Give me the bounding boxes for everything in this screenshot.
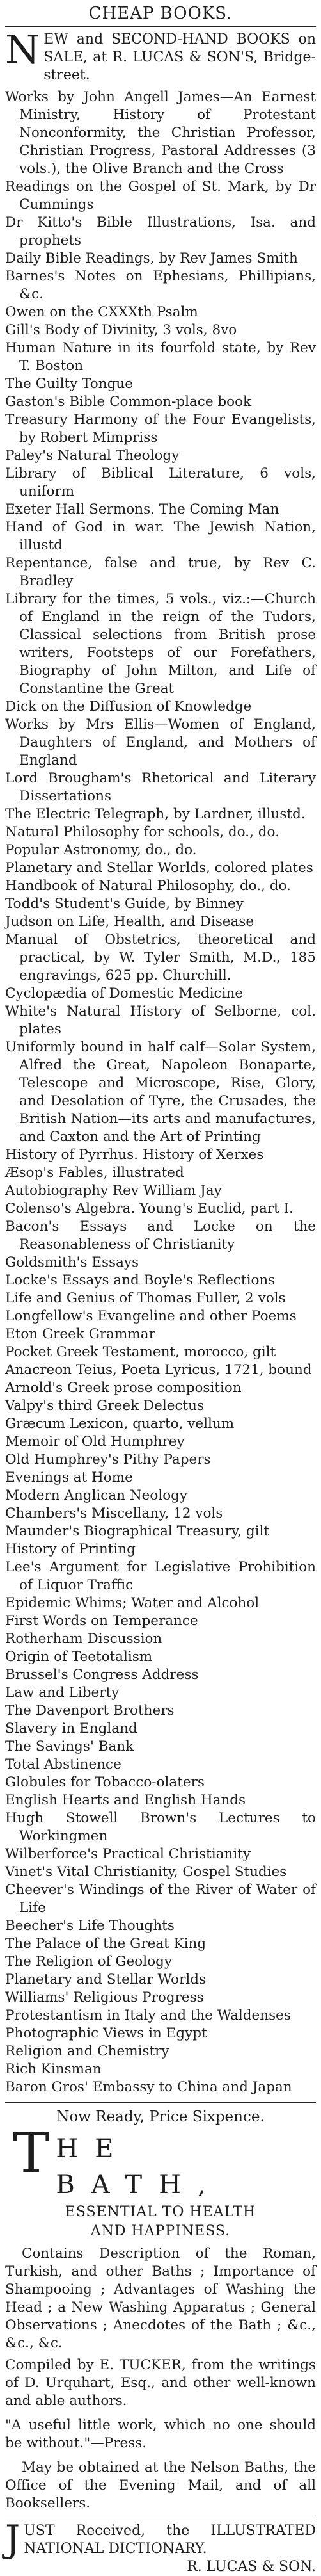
book-list-item: Anacreon Teius, Poeta Lyricus, 1721, bound bbox=[5, 1362, 312, 1378]
book-list-item: Planetary and Stellar Worlds, colored plates bbox=[5, 860, 313, 876]
book-list-item: Beecher's Life Thoughts bbox=[5, 1918, 175, 1934]
book-list-item: Rich Kinsman bbox=[5, 2061, 102, 2077]
book-list-item: Cheever's Windings of the River of Water of Life bbox=[5, 1882, 316, 1916]
book-list-item: Daily Bible Readings, by Rev James Smith bbox=[5, 250, 298, 266]
book-list-item: Evenings at Home bbox=[5, 1470, 133, 1486]
book-list-item: Works by Mrs Ellis—Women of England, Daughters of England, and Mothers of England bbox=[5, 717, 316, 768]
book-list-item: Handbook of Natural Philosophy, do., do. bbox=[5, 878, 291, 894]
price-notice: Now Ready, Price Sixpence. bbox=[56, 2109, 265, 2125]
book-list-item: White's Natural History of Selborne, col. plates bbox=[5, 1003, 316, 1037]
bath-review-quote: "A useful little work, which no one should be without."—Press. bbox=[5, 2417, 316, 2451]
footer-signature: R. LUCAS & SON. bbox=[187, 2559, 316, 2575]
book-list bbox=[5, 88, 316, 2096]
book-list-item: The Davenport Brothers bbox=[5, 1703, 175, 1719]
book-list-item: Barnes's Notes on Ephesians, Phillipians, &c. bbox=[5, 268, 316, 302]
book-list-item: Memoir of Old Humphrey bbox=[5, 1434, 185, 1450]
book-list-item: Library for the times, 5 vols., viz.:—Church of England in the reign of the Tudors, Classical selections from British prose writers, Footsteps of our Forefathers, Biography of John Milton, and Life of Constantine the Great bbox=[5, 591, 316, 697]
book-list-item: Readings on the Gospel of St. Mark, by Dr Cummings bbox=[5, 179, 316, 213]
book-list-item: Locke's Essays and Boyle's Reflections bbox=[5, 1272, 276, 1288]
book-list-item: Æsop's Fables, illustrated bbox=[5, 1165, 184, 1181]
book-list-item: Cyclopædia of Domestic Medicine bbox=[5, 985, 244, 1001]
bath-title-text: HE BATH, bbox=[56, 2134, 223, 2199]
book-list-item: Baron Gros' Embassy to China and Japan bbox=[5, 2079, 292, 2095]
book-list-item: Williams' Religious Progress bbox=[5, 1989, 204, 2005]
book-list-item: Life and Genius of Thomas Fuller, 2 vols bbox=[5, 1290, 286, 1306]
page-title: CHEAP BOOKS. bbox=[5, 4, 316, 27]
book-list-item: Repentance, false and true, by Rev C. Bradley bbox=[5, 555, 316, 589]
book-list-item: Paley's Natural Theology bbox=[5, 448, 180, 464]
book-list-item: Bacon's Essays and Locke on the Reasonableness of Christianity bbox=[5, 1219, 316, 1252]
book-list-item: Manual of Obstetrics, theoretical and practical, by W. Tyler Smith, M.D., 185 engravings, 625 pp. Churchill. bbox=[5, 932, 316, 984]
book-list-item: The Electric Telegraph, by Lardner, illustd. bbox=[5, 806, 306, 822]
book-list-item: Pocket Greek Testament, morocco, gilt bbox=[5, 1344, 276, 1360]
bath-availability: May be obtained at the Nelson Baths, the Office of the Evening Mail, and of all Booksellers. bbox=[5, 2459, 316, 2511]
book-list-item: Brussel's Congress Address bbox=[5, 1667, 199, 1683]
book-list-item: Rotherham Discussion bbox=[5, 1631, 162, 1647]
book-list-item: Library of Biblical Literature, 6 vols, uniform bbox=[5, 466, 316, 499]
bath-tagline-1: ESSENTIAL TO HEALTH bbox=[65, 2204, 256, 2220]
footer-dropcap: J bbox=[5, 2517, 20, 2561]
book-list-item: Origin of Teetotalism bbox=[5, 1649, 153, 1665]
book-list-item: Lee's Argument for Legislative Prohibition of Liquor Traffic bbox=[5, 1559, 316, 1593]
book-list-item: The Guilty Tongue bbox=[5, 376, 133, 392]
bath-contents: Contains Description of the Roman, Turkish, and other Baths ; Importance of Shampooing ; Advantages of Washing the Head ; a New Washing Apparatus ; General Observations ; Anecdotes of the Bath ; &c., &c., &c. bbox=[5, 2246, 316, 2351]
footer-notice bbox=[5, 2517, 316, 2576]
book-list-item: Longfellow's Evangeline and other Poems bbox=[5, 1308, 297, 1324]
book-list-item: Colenso's Algebra. Young's Euclid, part I. bbox=[5, 1201, 294, 1217]
book-list-item: Autobiography Rev William Jay bbox=[5, 1183, 222, 1199]
intro-text: EW and SECOND-HAND BOOKS on SALE, at R. LUCAS & SON'S, Bridge-street. bbox=[43, 31, 316, 83]
footer-text: UST Received, the ILLUSTRATED NATIONAL DICTIONARY. bbox=[24, 2523, 316, 2557]
book-list-item: Popular Astronomy, do., do. bbox=[5, 842, 197, 858]
bath-compiled: Compiled by E. TUCKER, from the writings of D. Urquhart, Esq., and other well-known and able authors. bbox=[5, 2357, 316, 2409]
book-list-item: Todd's Student's Guide, by Binney bbox=[5, 896, 244, 912]
book-list-item: Treasury Harmony of the Four Evangelists, by Robert Mimpriss bbox=[5, 412, 316, 446]
book-list-item: Natural Philosophy for schools, do., do. bbox=[5, 824, 279, 840]
book-list-item: Total Abstinence bbox=[5, 1756, 121, 1772]
book-list-item: The Religion of Geology bbox=[5, 1954, 172, 1970]
book-list-item: Goldsmith's Essays bbox=[5, 1254, 139, 1270]
book-list-item: The Palace of the Great King bbox=[5, 1936, 207, 1952]
book-list-item: History of Pyrrhus. History of Xerxes bbox=[5, 1147, 264, 1163]
book-list-item: Planetary and Stellar Worlds bbox=[5, 1972, 207, 1988]
book-list-item: Chambers's Miscellany, 12 vols bbox=[5, 1505, 223, 1521]
book-list-item: Arnold's Greek prose composition bbox=[5, 1380, 242, 1396]
book-list-item: The Savings' Bank bbox=[5, 1738, 134, 1754]
book-list-item: Law and Liberty bbox=[5, 1685, 120, 1701]
bath-title-dropcap: T bbox=[13, 2121, 50, 2185]
bath-tagline-2: AND HAPPINESS. bbox=[90, 2223, 231, 2239]
book-list-item: Slavery in England bbox=[5, 1721, 137, 1737]
section-divider bbox=[5, 2102, 316, 2103]
intro-paragraph bbox=[5, 26, 316, 85]
book-list-item: Hugh Stowell Brown's Lectures to Workingmen bbox=[5, 1810, 316, 1844]
book-list-item: Valpy's third Greek Delectus bbox=[5, 1398, 205, 1414]
book-list-item: Owen on the CXXXth Psalm bbox=[5, 304, 198, 320]
book-list-item: English Hearts and English Hands bbox=[5, 1792, 246, 1808]
book-list-item: Modern Anglican Neology bbox=[5, 1487, 188, 1503]
book-list-item: Vinet's Vital Christianity, Gospel Studies bbox=[5, 1864, 287, 1880]
book-list-item: Judson on Life, Health, and Disease bbox=[5, 914, 254, 930]
book-list-item: Religion and Chemistry bbox=[5, 2043, 169, 2059]
book-list-item: Dr Kitto's Bible Illustrations, Isa. and prophets bbox=[5, 215, 316, 248]
book-list-item: Dick on the Diffusion of Knowledge bbox=[5, 699, 252, 715]
book-list-item: Gaston's Bible Common-place book bbox=[5, 394, 252, 410]
book-list-item: Globules for Tobacco-olaters bbox=[5, 1774, 205, 1790]
book-list-item: Protestantism in Italy and the Waldenses bbox=[5, 2007, 291, 2023]
book-list-item: Lord Brougham's Rhetorical and Literary Dissertations bbox=[5, 770, 316, 804]
bath-title bbox=[5, 2121, 316, 2203]
book-list-item: Works by John Angell James—An Earnest Ministry, History of Protestant Nonconformity, the Christian Professor, Christian Progress, Pastoral Addresses (3 vols.), the Olive Branch and the Cross bbox=[5, 89, 316, 177]
book-list-item: History of Printing bbox=[5, 1541, 136, 1557]
book-list-item: First Words on Temperance bbox=[5, 1613, 198, 1629]
book-list-item: Wilberforce's Practical Christianity bbox=[5, 1846, 251, 1862]
intro-dropcap: N bbox=[5, 26, 40, 73]
book-list-item: Hand of God in war. The Jewish Nation, illustd bbox=[5, 519, 316, 553]
book-list-item: Maunder's Biographical Treasury, gilt bbox=[5, 1523, 270, 1539]
book-list-item: Old Humphrey's Pithy Papers bbox=[5, 1452, 211, 1468]
book-list-item: Epidemic Whims; Water and Alcohol bbox=[5, 1595, 260, 1611]
book-list-item: Uniformly bound in half calf—Solar System, Alfred the Great, Napoleon Bonaparte, Telescope and Microscope, Rise, Glory, and Desolation of Tyre, the Crusades, the British Nation—its arts and manufactures, and Caxton and the Art of Printing bbox=[5, 1039, 316, 1145]
book-list-item: Photographic Views in Egypt bbox=[5, 2025, 207, 2041]
book-list-item: Human Nature in its fourfold state, by Rev T. Boston bbox=[5, 340, 316, 374]
book-list-item: Eton Greek Grammar bbox=[5, 1326, 155, 1342]
book-list-item: Gill's Body of Divinity, 3 vols, 8vo bbox=[5, 322, 237, 338]
book-list-item: Græcum Lexicon, quarto, vellum bbox=[5, 1416, 235, 1432]
book-list-item: Exeter Hall Sermons. The Coming Man bbox=[5, 501, 279, 517]
